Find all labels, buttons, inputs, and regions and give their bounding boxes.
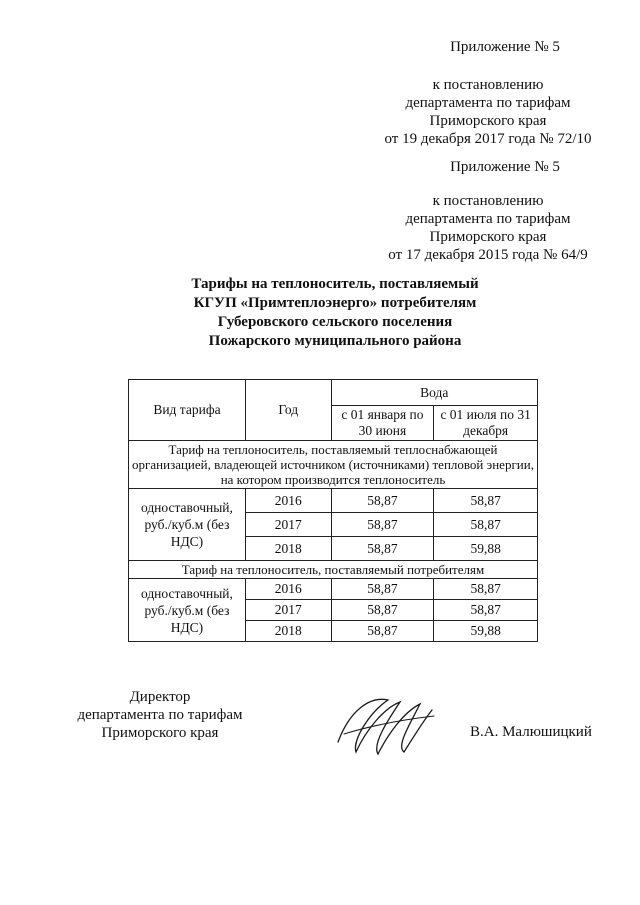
row-year: 2018 (245, 621, 331, 642)
annex-2-line: от 17 декабря 2015 года № 64/9 (388, 247, 588, 263)
row-year: 2016 (245, 489, 331, 513)
row-period-2-value: 58,87 (434, 600, 538, 621)
row-year: 2016 (245, 579, 331, 600)
header-tariff-type: Вид тарифа (129, 380, 246, 441)
annex-1-line: к постановлению (432, 77, 544, 93)
document-title-line: КГУП «Примтеплоэнерго» потребителям (193, 295, 477, 311)
document-title-line: Пожарского муниципального района (208, 333, 462, 349)
row-year: 2017 (245, 600, 331, 621)
annex-1-title-text: Приложение № 5 (450, 39, 560, 55)
annex-1-line: от 19 декабря 2017 года № 72/10 (384, 131, 592, 147)
row-period-2-value: 59,88 (434, 537, 538, 561)
annex-2-line: Приморского края (429, 229, 547, 245)
annex-2-body (368, 192, 608, 264)
section-1-unit: одноставочный, руб./куб.м (без НДС) (129, 489, 246, 561)
annex-2-title (405, 158, 605, 176)
row-period-2-value: 58,87 (434, 579, 538, 600)
annex-1-line: Приморского края (429, 113, 547, 129)
row-period-2-value: 58,87 (434, 513, 538, 537)
signer-position-line: департамента по тарифам (77, 707, 243, 723)
header-year: Год (245, 380, 331, 441)
annex-1-body (368, 76, 608, 148)
row-period-1-value: 58,87 (331, 513, 434, 537)
row-period-1-value: 58,87 (331, 489, 434, 513)
signer-position (60, 688, 260, 742)
table-header-row (129, 380, 538, 406)
signer-name: В.А. Малюшицкий (470, 724, 592, 740)
section-header-row (129, 441, 538, 489)
row-year: 2017 (245, 513, 331, 537)
section-2-title: Тариф на теплоноситель, поставляемый потребителям (129, 561, 538, 579)
row-period-1-value: 58,87 (331, 579, 434, 600)
header-period-1: с 01 января по 30 июня (331, 406, 434, 441)
section-2-unit: одноставочный, руб./куб.м (без НДС) (129, 579, 246, 642)
annex-1-title (405, 38, 605, 56)
header-water: Вода (331, 380, 537, 406)
table-row (129, 489, 538, 513)
handwritten-signature (330, 690, 440, 760)
tariff-table (128, 379, 538, 642)
signature-stroke (338, 699, 432, 754)
signer-position-line: Директор (129, 689, 191, 705)
table-row (129, 579, 538, 600)
row-period-1-value: 58,87 (331, 537, 434, 561)
section-header-row (129, 561, 538, 579)
row-period-1-value: 58,87 (331, 600, 434, 621)
row-period-2-value: 59,88 (434, 621, 538, 642)
row-period-2-value: 58,87 (434, 489, 538, 513)
annex-2-line: департамента по тарифам (405, 211, 571, 227)
document-title-line: Губеровского сельского поселения (217, 314, 453, 330)
section-1-title: Тариф на теплоноситель, поставляемый теплоснабжающей организацией, владеющей источником (источниками) тепловой энергии, на котором производится теплоноситель (129, 441, 538, 489)
annex-2-title-text: Приложение № 5 (450, 159, 560, 175)
annex-1-line: департамента по тарифам (405, 95, 571, 111)
document-title-line: Тарифы на теплоноситель, поставляемый (191, 276, 479, 292)
header-period-2: с 01 июля по 31 декабря (434, 406, 538, 441)
row-period-1-value: 58,87 (331, 621, 434, 642)
annex-2-line: к постановлению (432, 193, 544, 209)
signer-position-line: Приморского края (101, 725, 219, 741)
row-year: 2018 (245, 537, 331, 561)
document-title (130, 275, 540, 351)
